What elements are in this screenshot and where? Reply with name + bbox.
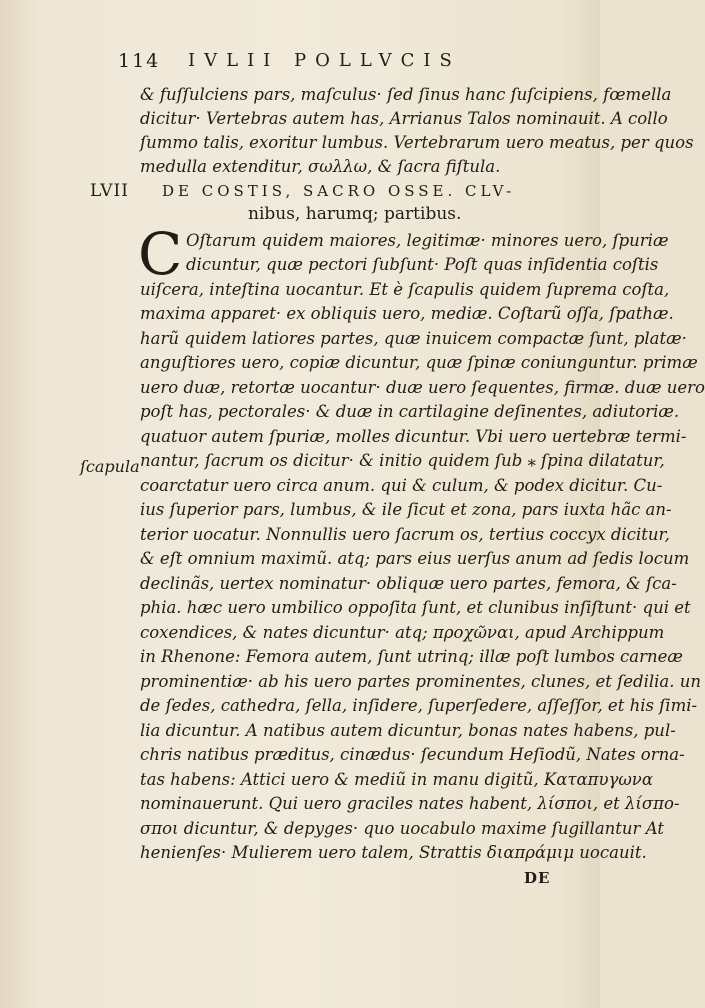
- text-line: tas habens: Attici uero & mediũ in manu digitũ, Καταπυγωνα: [140, 770, 653, 789]
- text-line: σποι dicuntur, & depyges· quo uocabulo maxime ſugillantur At: [140, 819, 664, 838]
- text-line: ſummo talis, exoritur lumbus. Vertebrarum uero meatus, per quos: [140, 133, 694, 152]
- text-line: ius ſuperior pars, lumbus, & ile ſicut et zona, pars iuxta hãc an-: [140, 500, 672, 519]
- text-line: uiſcera, inteſtina uocantur. Et è ſcapulis quidem ſuprema coſta,: [140, 280, 670, 299]
- text-line: declinãs, uertex nominatur· obliquæ uero partes, femora, & ſca-: [140, 574, 677, 593]
- text-line: in Rhenone: Femora autem, ſunt utrinq; illæ poſt lumbos carneæ: [140, 647, 683, 666]
- text-line: coxendices, & nates dicuntur· atq; προχῶναι, apud Archippum: [140, 623, 665, 642]
- catchword: DE: [524, 869, 551, 887]
- drop-initial: C: [138, 220, 183, 288]
- text-line: phia. hæc uero umbilico oppoſita ſunt, et clunibus inſiſtunt· qui et: [140, 598, 691, 617]
- page-number: 114: [118, 50, 161, 72]
- text-line: coarctatur uero circa anum. qui & culum, & podex dicitur. Cu-: [140, 476, 663, 495]
- text-line: & fuſſulciens pars, maſculus· ſed ſinus hanc ſuſcipiens, fœmella: [140, 85, 672, 104]
- text-line: dicuntur, quæ pectori ſubſunt· Poſt quas inſidentia coſtis: [186, 255, 659, 274]
- text-line: prominentiæ· ab his uero partes prominentes, clunes, et ſedilia. un: [140, 672, 701, 691]
- text-line: medulla extenditur, σωλλω, & ſacra fiſtula.: [140, 157, 501, 176]
- text-line: & eſt omnium maximũ. atq; pars eius uerſus anum ad ſedis locum: [140, 549, 690, 568]
- text-line: nantur, ſacrum os dicitur· & initio quidem ſub ⁎ ſpina dilatatur,: [140, 451, 665, 470]
- text-line: uero duæ, retortæ uocantur· duæ uero ſequentes, firmæ. duæ uero: [140, 378, 705, 397]
- text-line: quatuor autem ſpuriæ, molles dicuntur. Vbi uero uertebræ termi-: [140, 427, 687, 446]
- text-line: terior uocatur. Nonnullis uero ſacrum os, tertius coccyx dicitur,: [140, 525, 670, 544]
- text-line: lia dicuntur. A natibus autem dicuntur, bonas nates habens, pul-: [140, 721, 676, 740]
- chapter-number: LVII: [90, 181, 129, 201]
- text-line: chris natibus præditus, cinædus· ſecundum Heſiodũ, Nates orna-: [140, 745, 685, 764]
- page-header: [118, 50, 538, 76]
- text-line: Oſtarum quidem maiores, legitimæ· minores uero, ſpuriæ: [186, 231, 669, 250]
- chapter-title: DE COSTIS, SACRO OSSE. CLV-: [162, 182, 516, 200]
- text-line: anguſtiores uero, copiæ dicuntur, quæ ſpinæ coniunguntur. primæ: [140, 353, 698, 372]
- margin-note: ſcapula: [80, 457, 140, 476]
- text-line: poſt has, pectorales· & duæ in cartilagine deſinentes, adiutoriæ.: [140, 402, 680, 421]
- running-head: IVLII POLLVCIS: [188, 50, 461, 71]
- text-line: harũ quidem latiores partes, quæ inuicem compactæ ſunt, platæ·: [140, 329, 687, 348]
- text-line: dicitur· Vertebras autem has, Arrianus Talos nominauit. A collo: [140, 109, 668, 128]
- text-line: henienſes· Mulierem uero talem, Strattis διαπράμιμ uocauit.: [140, 843, 647, 862]
- text-line: maxima apparet· ex obliquis uero, mediæ. Coſtarũ oſſa, ſpathæ.: [140, 304, 674, 323]
- chapter-title-continuation: nibus, harumq; partibus.: [248, 204, 462, 224]
- text-line: de ſedes, cathedra, ſella, inſidere, ſuperſedere, aſſeſſor, et his ſimi-: [140, 696, 698, 715]
- text-line: nominauerunt. Qui uero graciles nates habent, λίσποι, et λίσπο-: [140, 794, 680, 813]
